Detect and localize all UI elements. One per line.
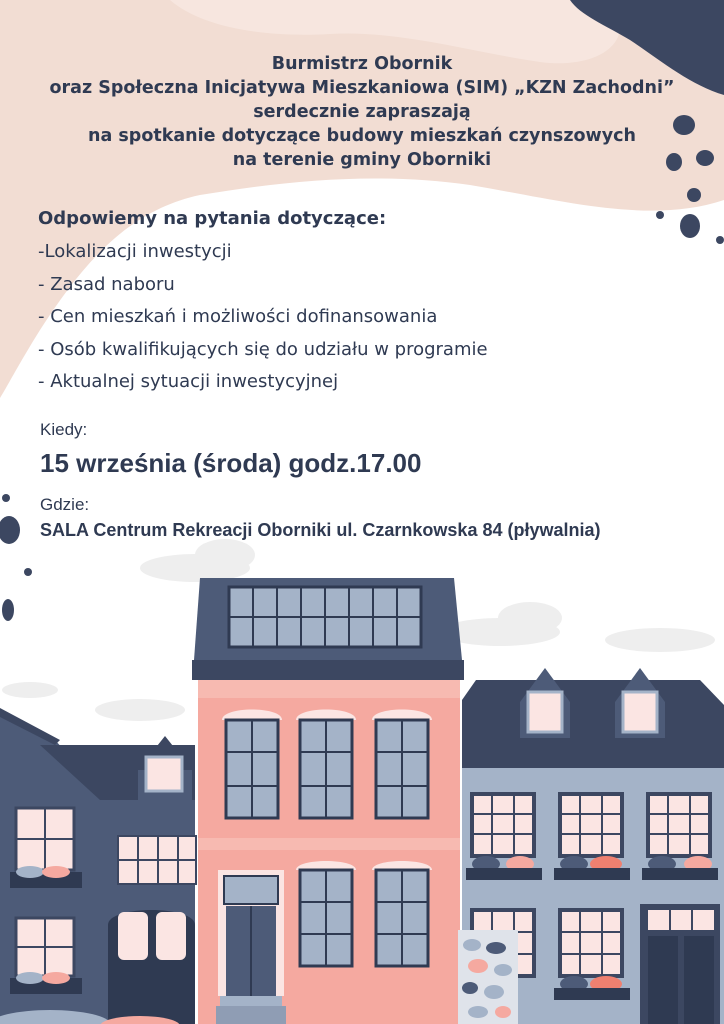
header-line-5: na terenie gminy Oborniki: [232, 150, 492, 170]
where-value: SALA Centrum Rekreacji Oborniki ul. Czarnkowska 84 (pływalnia): [40, 520, 601, 540]
topics-title: Odpowiemy na pytania dotyczące:: [38, 208, 387, 229]
topics-section: [38, 206, 488, 399]
topic-item: - Osób kwalifikujących się do udziału w programie: [38, 338, 488, 360]
pink-house: [192, 578, 464, 1024]
header-line-4: na spotkanie dotyczące budowy mieszkań czynszowych: [88, 126, 636, 146]
invitation-header: [0, 52, 724, 172]
pink-front-door: [216, 870, 286, 1024]
topic-item: - Cen mieszkań i możliwości dofinansowania: [38, 306, 438, 327]
when-label: Kiedy:: [40, 420, 88, 439]
header-line-1: Burmistrz Obornik: [271, 54, 453, 74]
topic-item: -Lokalizacji inwestycji: [38, 241, 232, 262]
header-line-2: oraz Społeczna Inicjatywa Mieszkaniowa (SIM) „KZN Zachodni”: [49, 78, 675, 98]
header-line-3: serdecznie zapraszają: [253, 102, 471, 122]
pink-upper-windows: [222, 710, 432, 819]
stone-fence: [458, 930, 518, 1024]
right-house-door: [640, 904, 720, 1024]
topic-item: - Aktualnej sytuacji inwestycyjnej: [38, 371, 339, 392]
topic-item: - Zasad naboru: [38, 273, 175, 295]
when-value: 15 września (środa) godz.17.00: [40, 448, 422, 478]
where-label: Gdzie:: [40, 495, 90, 514]
